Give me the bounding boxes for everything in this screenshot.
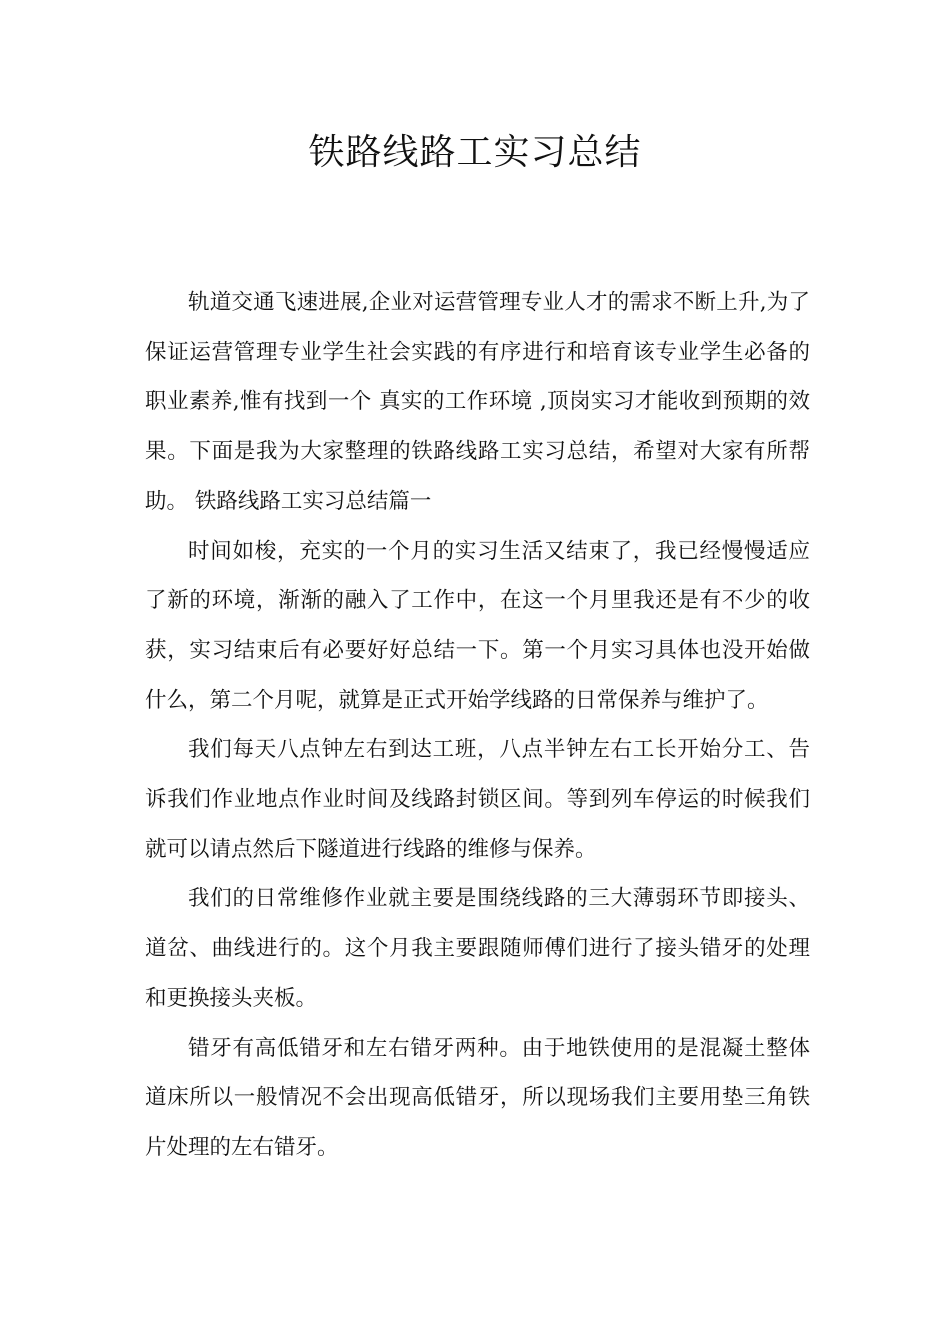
paragraph-daily-schedule: 我们每天八点钟左右到达工班，八点半钟左右工长开始分工、告诉我们作业地点作业时间及线路封锁区间。等到列车停运的时候我们就可以请点然后下隧道进行线路的维修与保养。: [145, 737, 810, 862]
paragraph-intro: 轨道交通飞速进展,企业对运营管理专业人才的需求不断上升,为了保证运营管理专业学生社会实践的有序进行和培育该专业学生必备的职业素养,惟有找到一个 真实的工作环境 ,顶岗实习才能收到预期的效果。下面是我为大家整理的铁路线路工实习总结，希望对大家有所帮助。 铁路线路工实习总结篇一: [145, 290, 810, 514]
document-body: [145, 278, 810, 1173]
paragraph-time: 时间如梭，充实的一个月的实习生活又结束了，我已经慢慢适应了新的环境，渐渐的融入了工作中，在这一个月里我还是有不少的收获，实习结束后有必要好好总结一下。第一个月实习具体也没开始做什么，第二个月呢，就算是正式开始学线路的日常保养与维护了。: [145, 538, 810, 713]
document-title: 铁路线路工实习总结: [308, 132, 642, 173]
paragraph-maintenance: 我们的日常维修作业就主要是围绕线路的三大薄弱环节即接头、道岔、曲线进行的。这个月我主要跟随师傅们进行了接头错牙的处理和更换接头夹板。: [145, 886, 810, 1011]
paragraph-misalignment: 错牙有高低错牙和左右错牙两种。由于地铁使用的是混凝土整体道床所以一般情况不会出现高低错牙，所以现场我们主要用垫三角铁片处理的左右错牙。: [145, 1035, 810, 1160]
